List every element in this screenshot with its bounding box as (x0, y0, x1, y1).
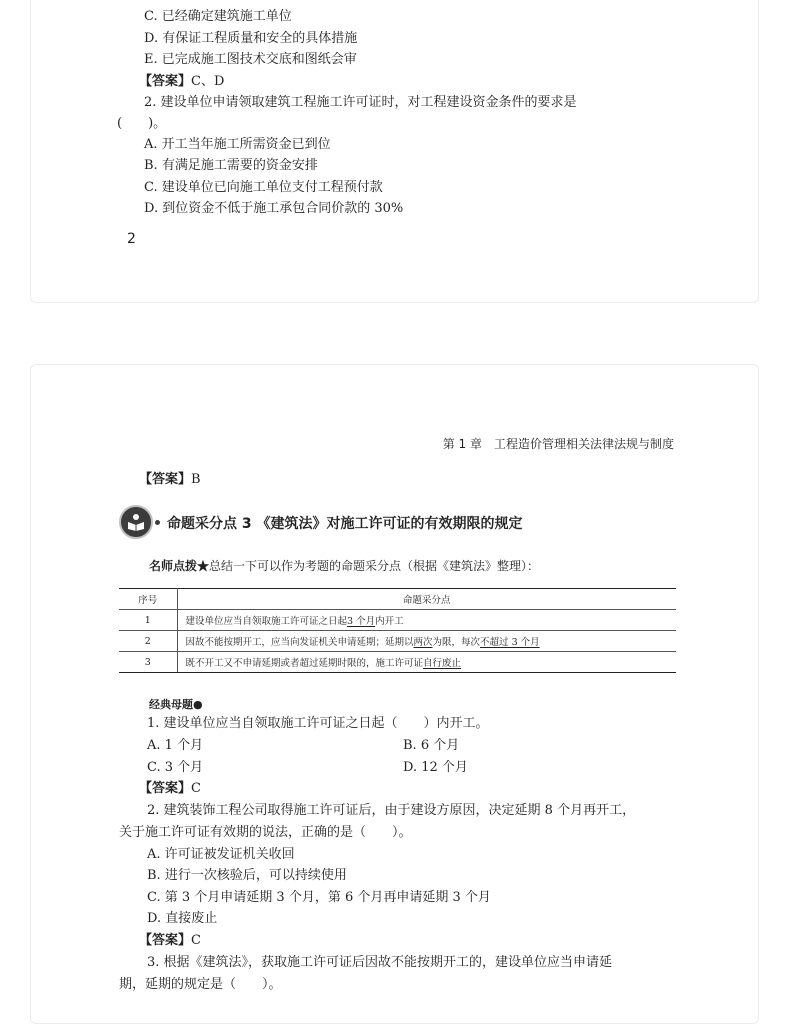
q1-option-c: C. 已经确定建筑施工单位 (144, 9, 292, 24)
partial-option-line (144, 0, 357, 3)
q1-option-a: A. 1 个月 (147, 738, 204, 753)
book-reader-icon (119, 505, 153, 539)
teacher-tip: 名师点拨★总结一下可以作为考题的命题采分点（根据《建筑法》整理）： (149, 559, 540, 573)
q2-answer: 【答案】C (139, 933, 201, 948)
q3-stem-line1: 3. 根据《建筑法》，获取施工许可证后因故不能按期开工的，建设单位应当申请延 (147, 955, 613, 970)
classic-questions-label: 经典母题● (149, 698, 203, 711)
scoring-points-table (119, 588, 676, 673)
q1-option-d: D. 有保证工程质量和安全的具体措施 (144, 31, 358, 46)
table-cell-no: 1 (119, 610, 177, 631)
table-cell-point: 既不开工又不申请延期或者超过延期时限的，施工许可证自行废止 (177, 652, 676, 673)
table-row (119, 652, 676, 673)
q2-option-d: D. 直接废止 (147, 911, 218, 926)
prev-answer: 【答案】B (139, 472, 201, 487)
table-header-point: 命题采分点 (177, 589, 676, 610)
q1-option-d: D. 12 个月 (403, 760, 468, 775)
q2-stem-line2: 关于施工许可证有效期的说法，正确的是（ ）。 (119, 825, 412, 840)
q1-option-c: C. 3 个月 (147, 760, 204, 775)
q2-option-a: A. 开工当年施工所需资金已到位 (144, 137, 331, 152)
document-page-1 (30, 0, 759, 303)
q2-option-b: B. 进行一次核验后，可以持续使用 (147, 868, 347, 883)
q2-stem-line2: ( )。 (117, 116, 167, 131)
table-cell-point: 建设单位应当自领取施工许可证之日起3 个月内开工 (177, 610, 676, 631)
table-cell-point: 因故不能按期开工，应当向发证机关申请延期；延期以两次为限，每次不超过 3 个月 (177, 631, 676, 652)
running-header: 第 1 章 工程造价管理相关法律法规与制度 (442, 437, 674, 451)
q1-answer: 【答案】C、D (139, 74, 225, 89)
q2-stem-line1: 2. 建筑装饰工程公司取得施工许可证后，由于建设方原因，决定延期 8 个月再开工， (147, 803, 636, 818)
q1-option-e: E. 已完成施工图技术交底和图纸会审 (144, 52, 357, 67)
q2-option-c: C. 第 3 个月申请延期 3 个月，第 6 个月再申请延期 3 个月 (147, 890, 491, 905)
q3-stem-line2: 期，延期的规定是（ ）。 (119, 977, 282, 992)
section-heading (119, 505, 719, 541)
q1-answer: 【答案】C (139, 781, 201, 796)
table-header-no: 序号 (119, 589, 177, 610)
table-cell-no: 3 (119, 652, 177, 673)
q2-stem-line1: 2. 建设单位申请领取建筑工程施工许可证时，对工程建设资金条件的要求是 (144, 95, 577, 110)
q2-option-d: D. 到位资金不低于施工承包合同价款的 30% (144, 201, 404, 216)
q2-option-c: C. 建设单位已向施工单位支付工程预付款 (144, 180, 383, 195)
table-row (119, 631, 676, 652)
section-title: 命题采分点 3 《建筑法》对施工许可证的有效期限的规定 (167, 516, 523, 532)
document-page-2 (30, 364, 759, 1024)
q1-stem: 1. 建设单位应当自领取施工许可证之日起（ ）内开工。 (147, 716, 489, 731)
section-bullet-icon (155, 520, 160, 525)
table-cell-no: 2 (119, 631, 177, 652)
page-number: 2 (127, 231, 136, 247)
q2-option-b: B. 有满足施工需要的资金安排 (144, 158, 318, 173)
q2-option-a: A. 许可证被发证机关收回 (147, 847, 295, 862)
q1-option-b: B. 6 个月 (403, 738, 460, 753)
table-row (119, 610, 676, 631)
table-header-row (119, 589, 676, 610)
